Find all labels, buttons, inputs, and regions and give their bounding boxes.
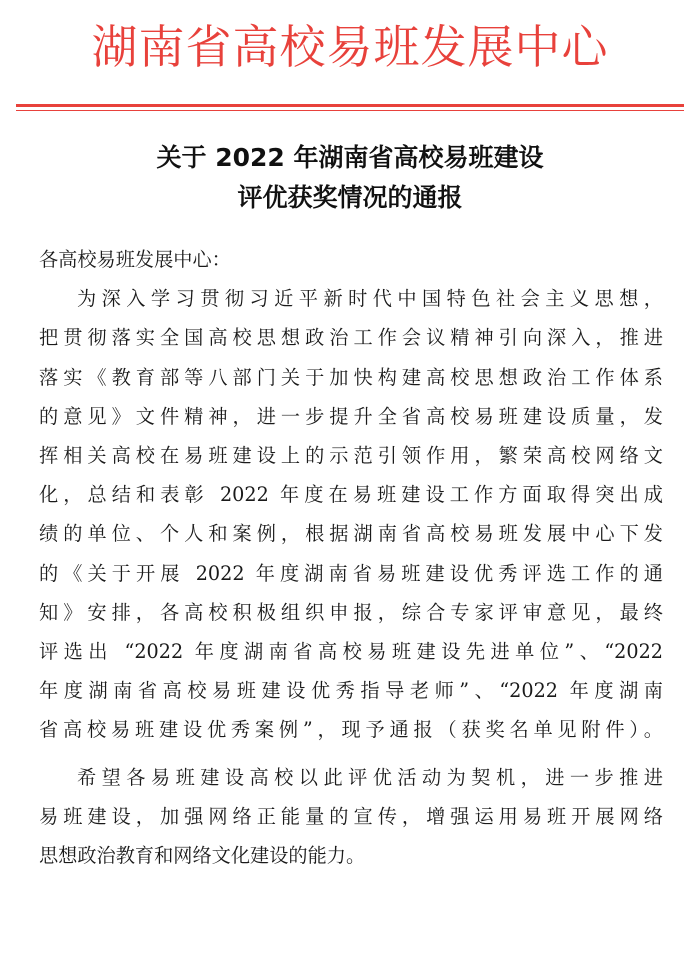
- paragraph-line: 的意见》文件精神，进一步提升全省高校易班建设质量，发: [39, 404, 663, 428]
- paragraph-line: 落实《教育部等八部门关于加快构建高校思想政治工作体系: [39, 365, 663, 389]
- paragraph-line: 把贯彻落实全国高校思想政治工作会议精神引向深入，推进: [39, 326, 663, 350]
- letterhead-divider-thin: [16, 110, 684, 111]
- paragraph-line: 挥相关高校在易班建设上的示范引领作用，繁荣高校网络文: [39, 444, 663, 468]
- paragraph-line: 绩的单位、个人和案例，根据湖南省高校易班发展中心下发: [39, 522, 663, 546]
- paragraph-line: 思想政治教育和网络文化建设的能力。: [39, 844, 366, 868]
- paragraph-line: 易班建设，加强网络正能量的宣传，增强运用易班开展网络: [39, 804, 663, 828]
- paragraph-line: 希望各易班建设高校以此评优活动为契机，进一步推进: [77, 765, 663, 789]
- paragraph-1: [39, 279, 663, 749]
- paragraph-line: 知》安排，各高校积极组织申报，综合专家评审意见，最终: [39, 600, 663, 624]
- paragraph-line: 为深入学习贯彻习近平新时代中国特色社会主义思想，: [77, 287, 663, 311]
- title-line-1: 关于 2022 年湖南省高校易班建设: [156, 143, 544, 172]
- salutation: 各高校易班发展中心：: [39, 248, 231, 271]
- title-line-2: 评优获奖情况的通报: [237, 183, 463, 212]
- paragraph-line: 化，总结和表彰 2022 年度在易班建设工作方面取得突出成: [39, 483, 663, 507]
- paragraph-2: [39, 758, 663, 876]
- paragraph-line: 评选出 “2022 年度湖南省高校易班建设先进单位”、“2022: [39, 640, 663, 664]
- letterhead-org-name: 湖南省高校易班发展中心: [91, 20, 609, 74]
- paragraph-line: 省高校易班建设优秀案例”，现予通报（获奖名单见附件）。: [39, 718, 663, 742]
- document-title: [0, 138, 700, 218]
- document-body: [39, 240, 663, 875]
- letterhead-divider-thick: [16, 104, 684, 107]
- paragraph-line: 的《关于开展 2022 年度湖南省易班建设优秀评选工作的通: [39, 561, 663, 585]
- paragraph-line: 年度湖南省高校易班建设优秀指导老师”、“2022 年度湖南: [39, 679, 663, 703]
